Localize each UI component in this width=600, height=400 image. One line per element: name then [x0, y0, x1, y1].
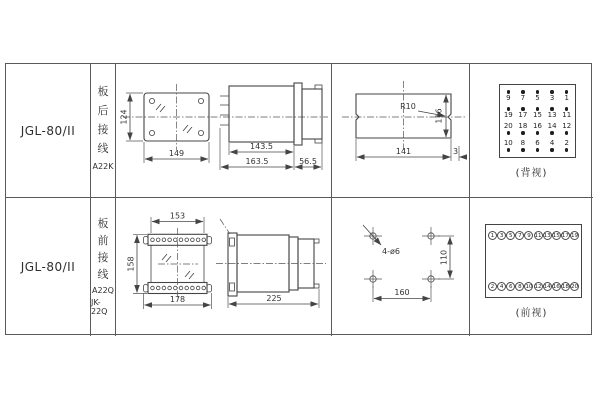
terminal-dot	[521, 131, 525, 135]
terminal-dot	[536, 148, 540, 152]
terminal-number: 20	[503, 122, 513, 131]
dim-front-top-width: 153	[169, 211, 186, 221]
screw-hole-icon	[198, 98, 203, 103]
terminal-row-bottom	[488, 282, 579, 291]
terminal	[530, 121, 545, 138]
dim-front-height: 158	[126, 256, 136, 272]
front-terminal-box	[485, 224, 582, 298]
terminal-dot	[536, 131, 540, 135]
row1-cutout-drawing-cell	[332, 64, 470, 198]
terminal-number: 11	[562, 110, 572, 119]
drill-hole	[422, 270, 440, 288]
dim-drill-callout: 4-ø6	[382, 247, 400, 256]
rear-view-label: (背视)	[515, 168, 548, 179]
relay-flange-outline	[294, 83, 302, 145]
terminal-number: 16	[533, 122, 542, 131]
terminal-circle: 12	[534, 283, 542, 290]
mount-char: 线	[97, 142, 109, 155]
terminal-number: 7	[520, 93, 526, 102]
terminal-number: 3	[549, 93, 555, 102]
terminal	[545, 87, 560, 104]
terminal	[516, 138, 531, 155]
mount-tab	[315, 139, 322, 143]
mount-ear	[207, 285, 212, 293]
terminal-number: 8	[520, 139, 526, 148]
terminal-number: 5	[535, 93, 540, 102]
screw-hole-icon	[198, 130, 203, 135]
row1-terminal-view-cell	[470, 64, 593, 198]
dim-cutout-height: 116	[434, 108, 444, 124]
terminal	[545, 121, 560, 138]
dim-side-total-depth: 225	[266, 294, 282, 303]
mount-tab	[315, 85, 322, 89]
dimension-table	[5, 63, 592, 335]
model-label: JGL-80/II	[20, 123, 76, 138]
terminal-circle: 8	[515, 282, 524, 291]
terminal-circle: 5	[506, 231, 515, 240]
row2-drill-drawing	[332, 198, 470, 336]
dim-cutout-width: 141	[395, 147, 412, 156]
terminal	[545, 104, 560, 121]
row2-outline-drawing	[116, 198, 332, 336]
terminal-dot	[521, 148, 525, 152]
terminal	[501, 138, 516, 155]
terminal-number: 14	[547, 122, 557, 131]
screw-hole-icon	[149, 130, 154, 135]
drill-hole	[364, 270, 382, 288]
terminal-circle: 11	[534, 232, 542, 239]
leader-line	[363, 225, 381, 245]
mount-char: 接	[97, 123, 109, 136]
relay-body-outline	[229, 86, 294, 142]
terminal-dot	[507, 131, 511, 135]
row2-mount-cell	[91, 198, 116, 336]
terminal	[559, 121, 574, 138]
row1-cutout-drawing	[332, 64, 470, 198]
mount-code: A22K	[92, 162, 114, 171]
dim-front-width: 149	[168, 149, 185, 158]
mount-code: A22Q	[92, 286, 114, 295]
terminal	[559, 87, 574, 104]
terminal-circle: 15	[552, 232, 560, 239]
plate-clip	[230, 283, 235, 291]
mount-char: 板	[97, 85, 109, 98]
terminal-number: 9	[506, 93, 511, 102]
mount-char: 板	[97, 217, 109, 230]
terminal	[516, 104, 531, 121]
screw-hole-icon	[149, 98, 154, 103]
terminal-dot	[565, 131, 569, 135]
dim-drill-width: 160	[394, 288, 410, 297]
mount-char: 接	[97, 251, 109, 264]
dim-side-total-depth: 163.5	[245, 157, 269, 166]
terminal-circle: 7	[515, 231, 524, 240]
mount-ear	[207, 237, 212, 245]
row1-model-cell	[6, 64, 91, 198]
terminal-circle: 3	[497, 231, 506, 240]
row2-drill-drawing-cell	[332, 198, 470, 336]
terminal-circle: 19	[570, 232, 578, 239]
terminal-circle: 1	[488, 231, 497, 240]
terminal-number: 18	[518, 122, 528, 131]
plate-clip	[230, 238, 235, 246]
terminal-circle: 13	[543, 232, 551, 239]
terminal	[501, 121, 516, 138]
terminal-number: 6	[535, 139, 540, 148]
relay-rear-outline	[302, 89, 322, 139]
dim-drill-height: 110	[439, 249, 449, 266]
terminal	[530, 138, 545, 155]
hatch-mark	[162, 254, 171, 262]
terminal	[501, 87, 516, 104]
terminal-number: 19	[503, 110, 513, 119]
row1-outline-drawing	[116, 64, 332, 198]
terminal-number: 2	[564, 139, 569, 148]
dim-cutout-edge-gap: 3	[452, 147, 459, 156]
terminal-circle: 10	[525, 283, 533, 290]
terminal-dot	[550, 131, 554, 135]
terminal-number: 10	[503, 139, 513, 148]
mount-char: 前	[97, 234, 109, 247]
mount-ear	[144, 285, 149, 293]
terminal-circle: 16	[552, 283, 560, 290]
row2-outline-drawing-cell	[116, 198, 332, 336]
terminal	[501, 104, 516, 121]
terminal-circle: 20	[570, 283, 578, 290]
hatch-mark	[156, 104, 165, 112]
terminal-number: 17	[518, 110, 528, 119]
panel-trace-line	[220, 219, 230, 234]
terminal-dot	[550, 148, 554, 152]
terminal-dot	[565, 148, 569, 152]
mount-char: 线	[97, 268, 109, 281]
row2-model-cell	[6, 198, 91, 336]
terminal-circle: 17	[561, 232, 569, 239]
model-label: JGL-80/II	[20, 260, 76, 274]
row1-outline-drawing-cell	[116, 64, 332, 198]
dim-front-height: 124	[119, 109, 129, 125]
terminal-dot	[507, 148, 511, 152]
dim-side-body-depth: 143.5	[250, 142, 273, 151]
terminal-circle: 4	[497, 282, 506, 291]
mount-tab	[314, 284, 319, 288]
terminal-circle: 9	[524, 231, 533, 240]
terminal-number: 1	[564, 93, 569, 102]
terminal-number: 12	[562, 122, 572, 131]
terminal-circle: 18	[561, 283, 569, 290]
mount-char: 后	[97, 104, 109, 117]
row1-mount-cell	[91, 64, 116, 198]
terminal	[530, 87, 545, 104]
terminal-circle: 2	[488, 282, 497, 291]
dim-side-rear-depth: 56.5	[299, 157, 317, 166]
terminal-number: 4	[549, 139, 555, 148]
mount-ear	[144, 237, 149, 245]
row2-terminal-view-cell	[470, 198, 593, 336]
terminal	[516, 121, 531, 138]
terminal	[516, 87, 531, 104]
terminal-number: 15	[533, 110, 542, 119]
terminal-circle: 14	[543, 283, 551, 290]
terminal	[559, 104, 574, 121]
mount-code: JK-22Q	[91, 297, 108, 317]
terminal-circle: 6	[506, 282, 515, 291]
terminal	[530, 104, 545, 121]
terminal-pins	[220, 96, 229, 125]
terminal-row-top	[488, 231, 579, 240]
mount-tab	[314, 239, 319, 243]
dim-front-bottom-width: 178	[169, 295, 186, 304]
front-view-label: (前视)	[515, 308, 548, 319]
terminal	[559, 138, 574, 155]
terminal-number: 13	[547, 110, 557, 119]
dim-cutout-radius: R10	[400, 102, 416, 111]
hatch-mark	[183, 125, 192, 133]
rear-terminal-box	[499, 84, 576, 158]
terminal	[545, 138, 560, 155]
drill-hole	[422, 227, 440, 245]
hatch-mark	[185, 271, 194, 279]
